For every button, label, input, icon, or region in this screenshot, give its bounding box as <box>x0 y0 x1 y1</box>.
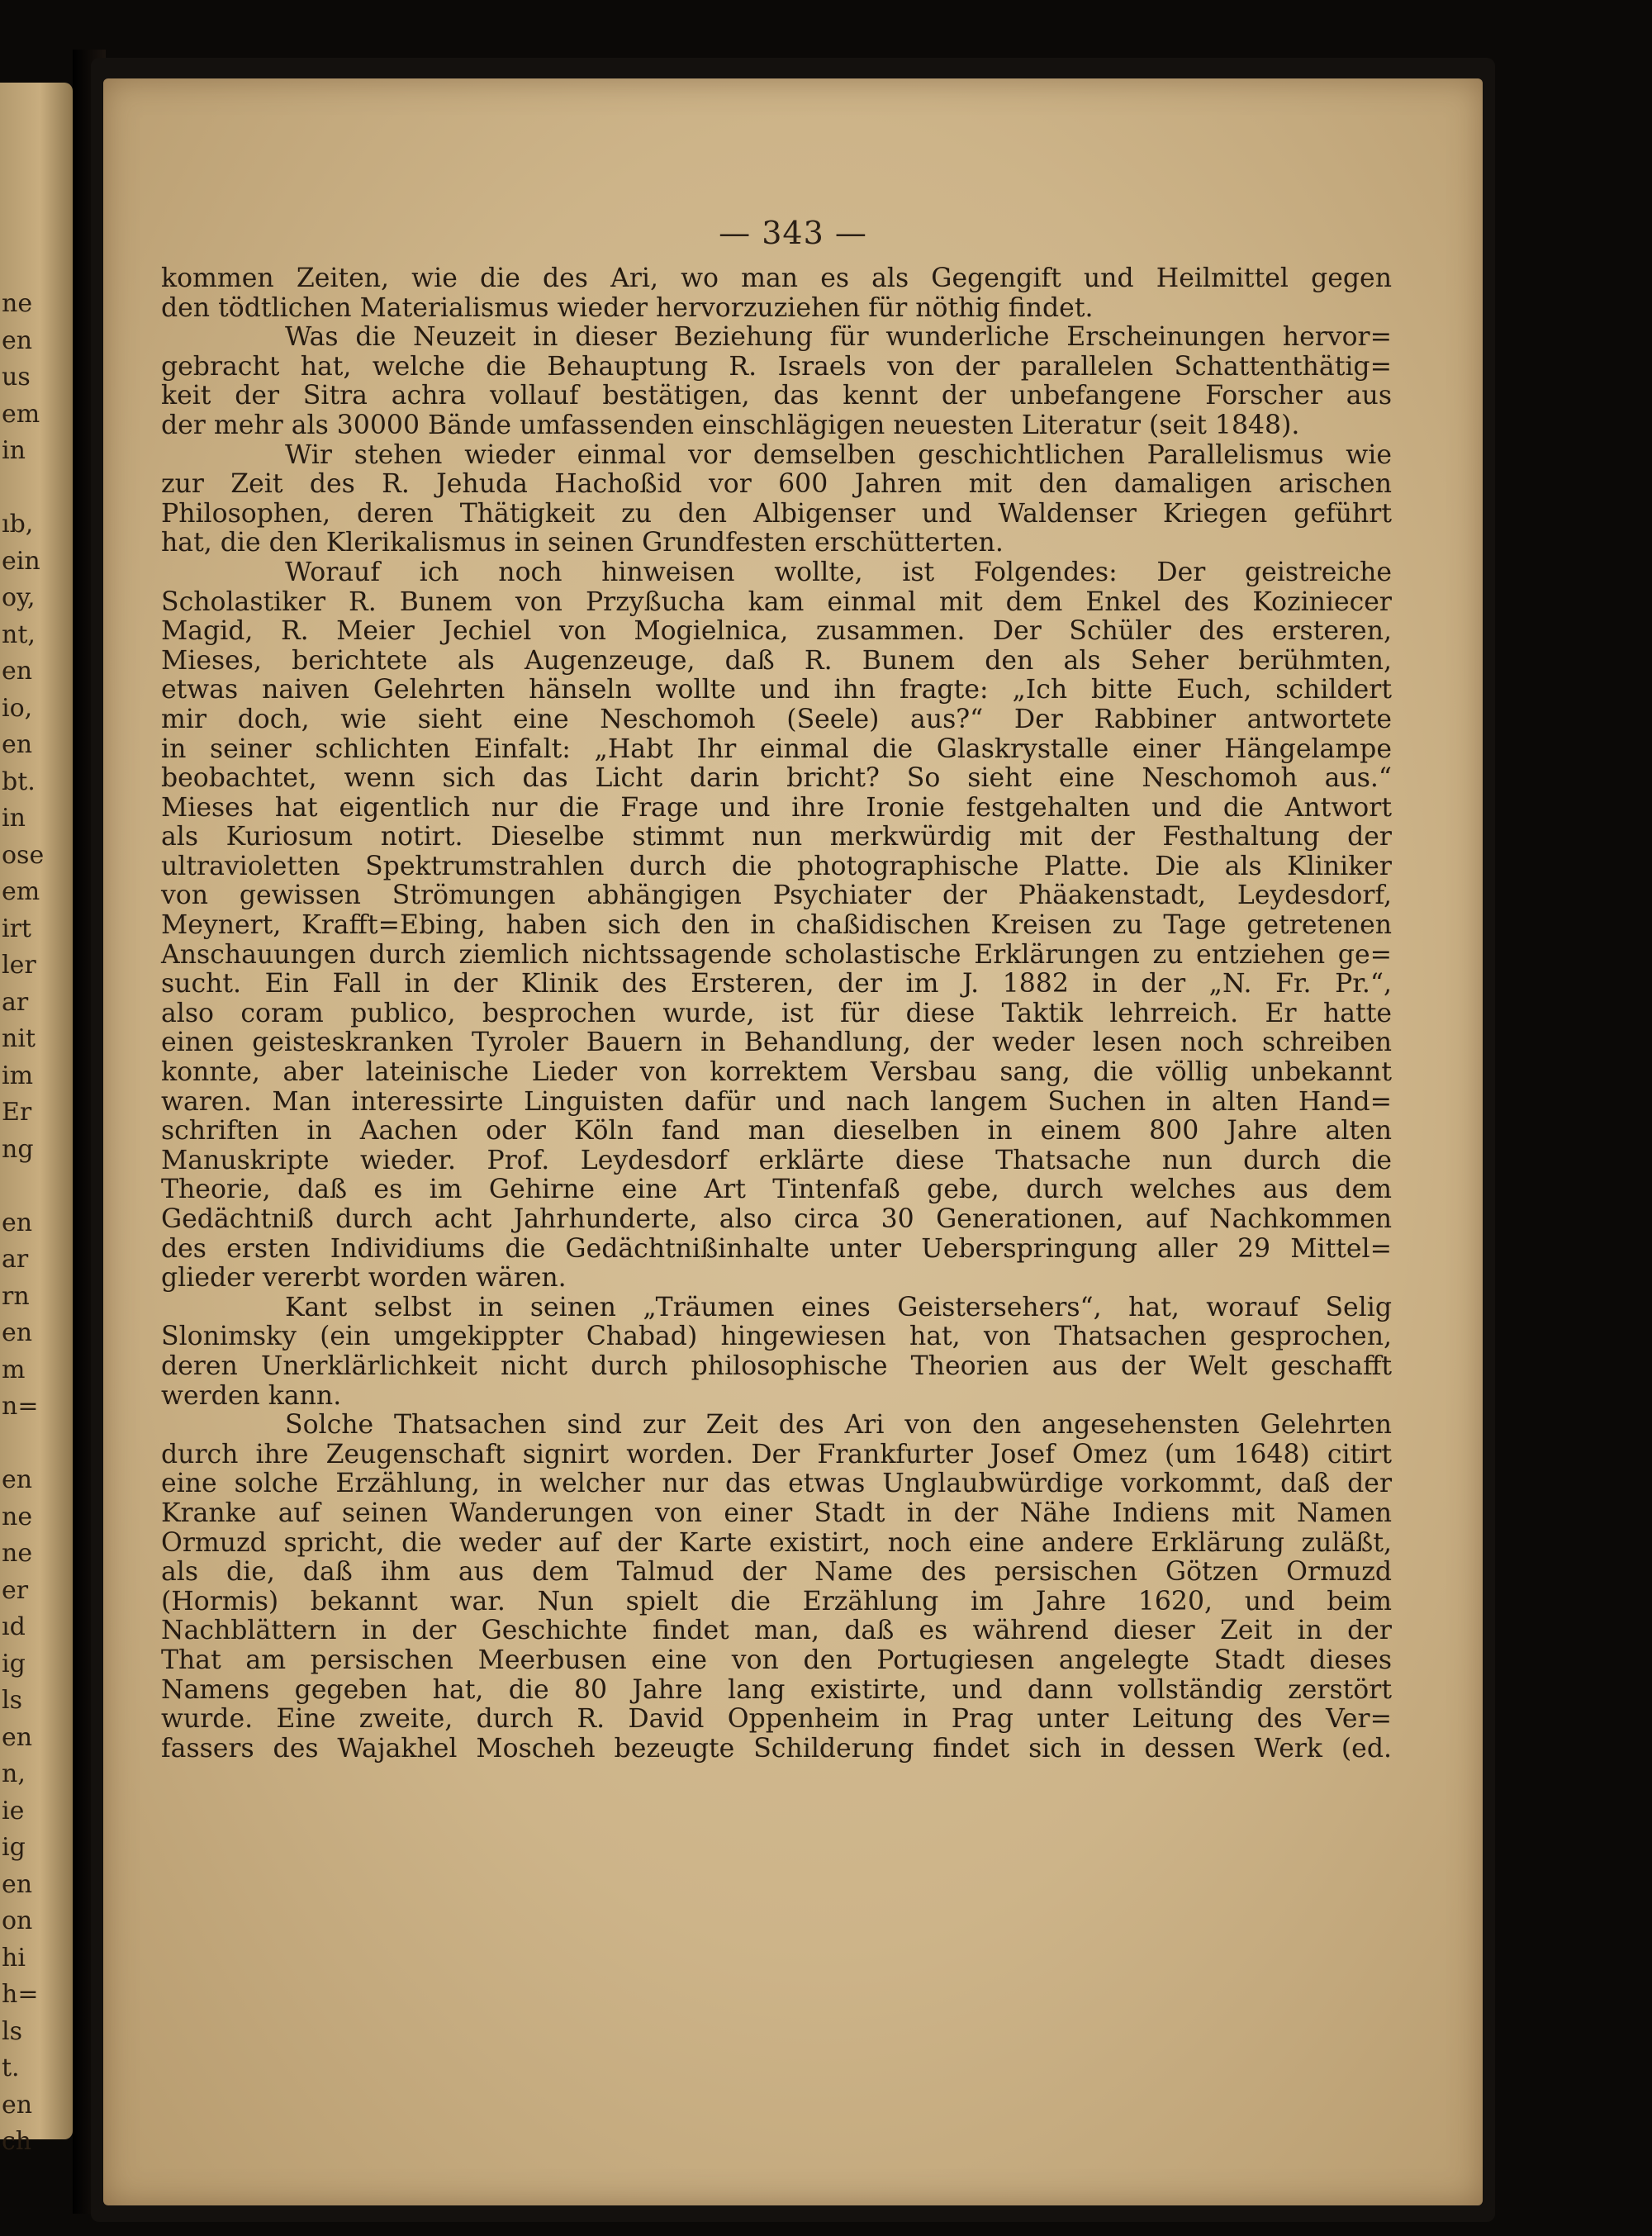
text-line: Gedächtniß durch acht Jahrhunderte, also circa 30 Generationen, auf Nachkommen <box>161 1204 1392 1234</box>
left-page-fragment: en <box>2 1869 33 1899</box>
text-line: werden kann. <box>161 1380 342 1411</box>
left-page-fragment: ne <box>2 1539 33 1568</box>
text-line: Ormuzd spricht, die weder auf der Karte existirt, noch eine andere Erklärung zuläßt, <box>161 1527 1392 1558</box>
text-line: Kranke auf seinen Wanderungen von einer Stadt in der Nähe Indiens mit Namen <box>161 1498 1392 1528</box>
left-page-fragment: en <box>2 1318 33 1347</box>
text-line: keit der Sitra achra vollauf bestätigen, das kennt der unbefangene Forscher aus <box>161 381 1392 411</box>
left-page-fragment: en <box>2 657 33 686</box>
left-page-edge <box>0 83 73 2156</box>
text-line: Kant selbst in seinen „Träumen eines Geistersehers“, hat, worauf Selig <box>285 1292 1392 1322</box>
left-page-fragment: ig <box>2 1649 26 1678</box>
text-line: Theorie, daß es im Gehirne eine Art Tintenfaß gebe, durch welches aus dem <box>161 1175 1392 1205</box>
left-page-fragment: h= <box>2 1980 39 2009</box>
left-page-fragment: ıd <box>2 1612 26 1641</box>
left-page-fragment: ne <box>2 289 33 318</box>
text-line: Manuskripte wieder. Prof. Leydesdorf erklärte diese Thatsache nun durch die <box>161 1145 1392 1175</box>
left-page-fragment: im <box>2 1061 34 1090</box>
text-line: mir doch, wie sieht eine Neschomoh (Seele) aus?“ Der Rabbiner antwortete <box>161 704 1392 734</box>
left-page-fragment: en <box>2 325 33 355</box>
left-page-fragment: nt, <box>2 620 36 649</box>
text-line: Magid, R. Meier Jechiel von Mogielnica, zusammen. Der Schüler des ersteren, <box>161 616 1392 647</box>
left-page-fragment: en <box>2 2090 33 2120</box>
text-line: den tödtlichen Materialismus wieder hervorzuziehen für nöthig findet. <box>161 292 1094 323</box>
left-page-fragment: n, <box>2 1759 26 1788</box>
text-line: (Hormis) bekannt war. Nun spielt die Erzählung im Jahre 1620, und beim <box>161 1586 1392 1616</box>
text-line: hat, die den Klerikalismus in seinen Grundfesten erschütterten. <box>161 528 1004 558</box>
left-page-fragment: ie <box>2 1796 25 1825</box>
left-page-fragment: em <box>2 877 40 906</box>
left-page-fragment: rn <box>2 1281 30 1311</box>
text-line: Solche Thatsachen sind zur Zeit des Ari von den angesehensten Gelehrten <box>285 1410 1392 1441</box>
left-page-fragment: er <box>2 1575 29 1605</box>
left-page-fragment: oy, <box>2 583 36 612</box>
left-page-fragment: en <box>2 1465 33 1494</box>
page-number: — 343 — <box>719 215 867 251</box>
text-line: etwas naiven Gelehrten hänseln wollte und ihn fragte: „Ich bitte Euch, schildert <box>161 675 1392 705</box>
left-page-fragment: irt <box>2 914 31 943</box>
text-line: Worauf ich noch hinweisen wollte, ist Folgendes: Der geistreiche <box>285 557 1392 587</box>
left-page-fragment: bt. <box>2 767 36 796</box>
text-line: in seiner schlichten Einfalt: „Habt Ihr einmal die Glaskrystalle einer Hängelampe <box>161 733 1392 764</box>
left-page-fragment: ls <box>2 2016 22 2046</box>
left-page-fragment <box>2 1429 68 1460</box>
text-line: Anschauungen durch ziemlich nichtssagende scholastische Erklärungen zu entziehen ge= <box>161 939 1392 970</box>
left-page-fragment: en <box>2 730 33 759</box>
left-page-fragment: en <box>2 1722 33 1752</box>
page-body-text <box>161 264 1392 1764</box>
text-line: glieder vererbt worden wären. <box>161 1263 567 1294</box>
left-page-fragment: ein <box>2 546 40 576</box>
text-line: durch ihre Zeugenschaft signirt worden. Der Frankfurter Josef Omez (um 1648) citirt <box>161 1439 1392 1469</box>
text-line: Nachblättern in der Geschichte findet man, daß es während dieser Zeit in der <box>161 1616 1392 1646</box>
text-line: eine solche Erzählung, in welcher nur das etwas Unglaubwürdige vorkommt, daß der <box>161 1469 1392 1499</box>
left-page-fragment: Er <box>2 1098 32 1127</box>
left-page-fragment <box>2 1171 68 1203</box>
text-line: sucht. Ein Fall in der Klinik des Ersteren, der im J. 1882 in der „N. Fr. Pr.“, <box>161 969 1392 999</box>
text-line: der mehr als 30000 Bände umfassenden einschlägigen neuesten Literatur (seit 1848). <box>161 410 1300 440</box>
text-line: deren Unerklärlichkeit nicht durch philosophische Theorien aus der Welt geschafft <box>161 1351 1392 1381</box>
left-page-fragment: on <box>2 1906 33 1935</box>
left-page-fragment: us <box>2 363 31 392</box>
text-line: waren. Man interessirte Linguisten dafür und nach langem Suchen in alten Hand= <box>161 1086 1392 1117</box>
text-line: von gewissen Strömungen abhängigen Psychiater der Phäakenstadt, Leydesdorf, <box>161 881 1392 911</box>
left-page-fragment: m <box>2 1355 26 1384</box>
left-page-fragment: en <box>2 1208 33 1237</box>
text-line: beobachtet, wenn sich das Licht darin bricht? So sieht eine Neschomoh aus.“ <box>161 763 1392 794</box>
left-page-fragment: ar <box>2 1245 29 1274</box>
text-line: fassers des Wajakhel Moscheh bezeugte Schilderung findet sich in dessen Werk (ed. <box>161 1733 1392 1764</box>
left-page-fragment: in <box>2 436 26 465</box>
text-line: Wir stehen wieder einmal vor demselben geschichtlichen Parallelismus wie <box>285 439 1392 470</box>
text-line: That am persischen Meerbusen eine von den Portugiesen angelegte Stadt dieses <box>161 1645 1392 1675</box>
text-line: also coram publico, besprochen wurde, ist für diese Taktik lehrreich. Er hatte <box>161 998 1392 1028</box>
text-line: kommen Zeiten, wie die des Ari, wo man es als Gegengift und Heilmittel gegen <box>161 263 1392 293</box>
text-line: Scholastiker R. Bunem von Przyßucha kam einmal mit dem Enkel des Koziniecer <box>161 586 1392 617</box>
text-line: als Kuriosum notirt. Dieselbe stimmt nun merkwürdig mit der Festhaltung der <box>161 822 1392 852</box>
text-line: konnte, aber lateinische Lieder von korrektem Versbau sang, die völlig unbekannt <box>161 1057 1392 1088</box>
left-page-fragment: ıb, <box>2 510 34 539</box>
text-line: Was die Neuzeit in dieser Beziehung für wunderliche Erscheinungen hervor= <box>285 322 1392 353</box>
text-line: schriften in Aachen oder Köln fand man dieselben in einem 800 Jahre alten <box>161 1116 1392 1146</box>
text-line: Philosophen, deren Thätigkeit zu den Albigenser und Waldenser Kriegen geführt <box>161 498 1392 529</box>
left-page-fragment: ig <box>2 1833 26 1862</box>
book-page <box>103 78 1483 2205</box>
left-page-fragment <box>2 473 68 505</box>
left-page-fragment: ar <box>2 987 29 1017</box>
text-line: Meynert, Krafft=Ebing, haben sich den in chaßidischen Kreisen zu Tage getretenen <box>161 910 1392 941</box>
text-line: Slonimsky (ein umgekippter Chabad) hingewiesen hat, von Thatsachen gesprochen, <box>161 1322 1392 1352</box>
left-page-fragment: ose <box>2 840 45 870</box>
left-page-fragment: ler <box>2 951 36 980</box>
text-line: wurde. Eine zweite, durch R. David Oppenheim in Prag unter Leitung des Ver= <box>161 1704 1392 1735</box>
left-page-fragment: em <box>2 399 40 429</box>
text-line: des ersten Individiums die Gedächtnißinhalte unter Ueberspringung aller 29 Mittel= <box>161 1233 1392 1264</box>
left-page-fragment: in <box>2 804 26 833</box>
left-page-fragment: ng <box>2 1134 34 1164</box>
text-line: Mieses, berichtete als Augenzeuge, daß R. Bunem den als Seher berühmten, <box>161 645 1392 676</box>
text-line: ultravioletten Spektrumstrahlen durch die photographische Platte. Die als Kliniker <box>161 851 1392 881</box>
left-page-fragment: ch <box>2 2127 32 2156</box>
text-line: Mieses hat eigentlich nur die Frage und ihre Ironie festgehalten und die Antwort <box>161 792 1392 823</box>
left-page-fragment: io, <box>2 693 33 723</box>
left-page-fragment: nit <box>2 1024 36 1053</box>
text-line: zur Zeit des R. Jehuda Hachoßid vor 600 Jahren mit den damaligen arischen <box>161 469 1392 500</box>
text-line: Namens gegeben hat, die 80 Jahre lang existirte, und dann vollständig zerstört <box>161 1674 1392 1705</box>
text-line: gebracht hat, welche die Behauptung R. Israels von der parallelen Schattenthätig= <box>161 351 1392 382</box>
left-page-fragment: t. <box>2 2053 20 2082</box>
left-page-fragment: hi <box>2 1943 26 1973</box>
text-line: einen geisteskranken Tyroler Bauern in Behandlung, der weder lesen noch schreiben <box>161 1028 1392 1058</box>
left-page-fragment: ne <box>2 1502 33 1531</box>
left-page-fragment: ls <box>2 1686 22 1715</box>
left-page-fragment: n= <box>2 1392 39 1421</box>
text-line: als die, daß ihm aus dem Talmud der Name des persischen Götzen Ormuzd <box>161 1557 1392 1588</box>
